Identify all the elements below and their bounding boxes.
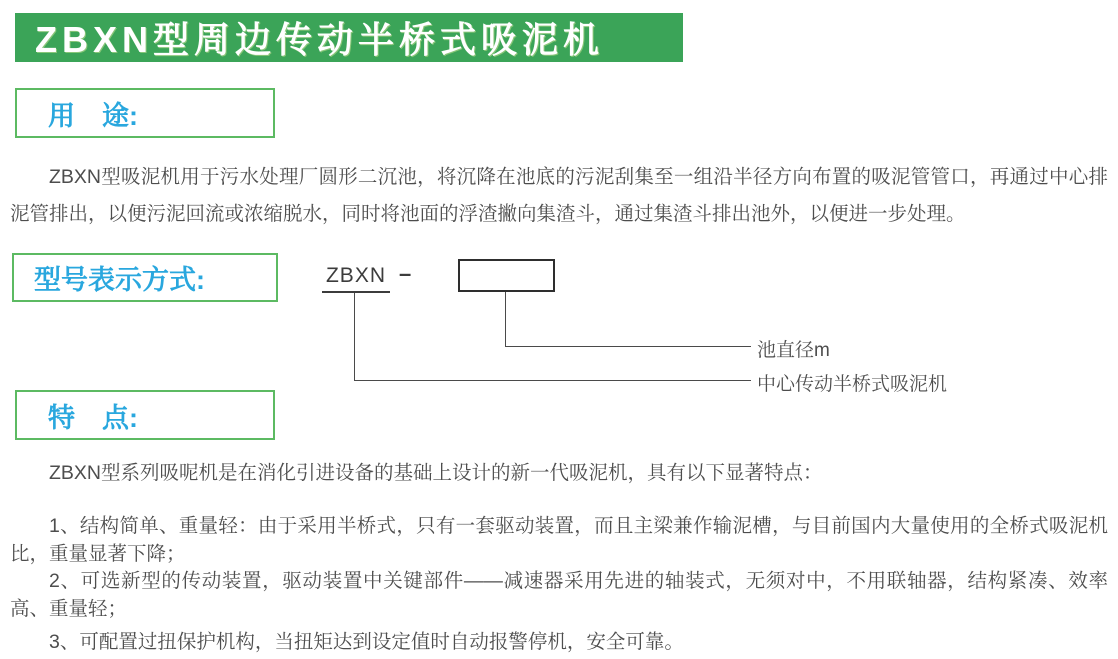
usage-paragraph: ZBXN型吸泥机用于污水处理厂圆形二沉池，将沉降在池底的污泥刮集至一组沿半径方向布置的吸泥管管口，再通过中心排泥管排出，以便污泥回流或浓缩脱水，同时将池面的浮渣撇向集渣斗，通过集渣斗排出池外，以便进一步处理。 — [10, 166, 1108, 225]
features-heading-box — [15, 390, 275, 440]
features-heading: 特 点: — [48, 402, 138, 433]
diagram-connector-line — [505, 292, 506, 347]
feature-item-3: 3、可配置过扭保护机构，当扭矩达到设定值时自动报警停机，安全可靠。 — [49, 631, 684, 653]
features-intro: ZBXN型系列吸呢机是在消化引进设备的基础上设计的新一代吸泥机，具有以下显著特点： — [49, 462, 823, 484]
feature-item-2: 2、可选新型的传动装置，驱动装置中关键部件——减速器采用先进的轴装式，无须对中，不用联轴器，结构紧凑、效率高、重量轻； — [10, 570, 1108, 620]
dash-separator: – — [399, 261, 412, 286]
usage-heading: 用 途: — [48, 100, 138, 131]
feature-item-1: 1、结构简单、重量轻：由于采用半桥式，只有一套驱动装置，而且主梁兼作输泥槽，与目前国内大量使用的全桥式吸泥机比，重量显著下降； — [10, 515, 1108, 565]
diagram-connector-line — [354, 380, 751, 381]
model-heading: 型号表示方式: — [34, 265, 205, 295]
model-blank-box — [458, 259, 555, 292]
page-title: ZBXN型周边传动半桥式吸泥机 — [35, 19, 604, 60]
label-machine-type: 中心传动半桥式吸泥机 — [757, 374, 948, 395]
diagram-connector-line — [505, 346, 751, 347]
label-pool-diameter: 池直径m — [757, 340, 830, 361]
model-code-text: ZBXN — [322, 264, 390, 293]
diagram-connector-line — [354, 293, 355, 381]
features-section — [10, 459, 1108, 657]
